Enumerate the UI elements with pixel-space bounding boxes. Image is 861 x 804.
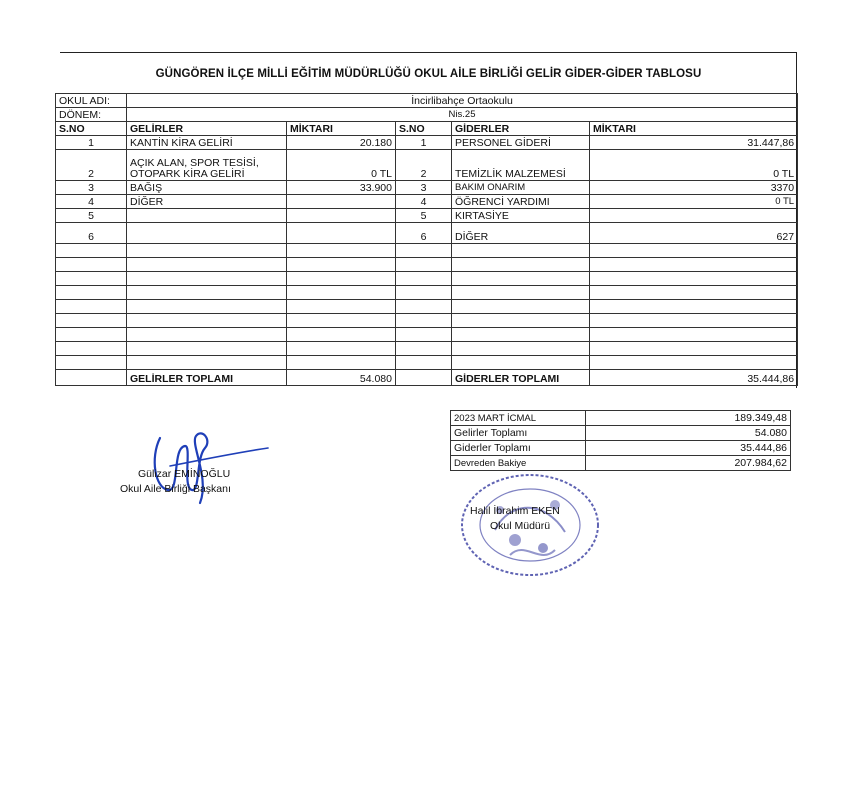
expense-amount: 31.447,86 xyxy=(590,136,798,150)
left-signature-block xyxy=(120,468,280,495)
income-no: 5 xyxy=(56,209,127,223)
table-row xyxy=(56,181,798,195)
right-signature-block xyxy=(470,505,610,532)
table-row xyxy=(56,209,798,223)
income-item: DİĞER xyxy=(127,195,287,209)
col-gelirler: GELİRLER xyxy=(127,122,287,136)
income-item: AÇIK ALAN, SPOR TESİSİ, OTOPARK KİRA GELİRİ xyxy=(127,150,287,181)
summary-label: Devreden Bakiye xyxy=(451,456,586,471)
empty-row xyxy=(56,300,798,314)
table-row xyxy=(56,195,798,209)
expense-amount xyxy=(590,209,798,223)
summary-value: 189.349,48 xyxy=(586,411,791,426)
expense-total-label: GİDERLER TOPLAMI xyxy=(452,370,590,386)
expense-item: PERSONEL GİDERİ xyxy=(452,136,590,150)
empty-row xyxy=(56,356,798,370)
expense-no: 6 xyxy=(396,223,452,244)
expense-amount: 0 TL xyxy=(590,150,798,181)
period-label: DÖNEM: xyxy=(56,108,127,122)
income-expense-table xyxy=(55,93,798,386)
empty-row xyxy=(56,244,798,258)
expense-item: DİĞER xyxy=(452,223,590,244)
empty-row xyxy=(56,342,798,356)
income-no: 3 xyxy=(56,181,127,195)
income-amount xyxy=(287,209,396,223)
expense-item: KIRTASİYE xyxy=(452,209,590,223)
col-sno-2: S.NO xyxy=(396,122,452,136)
expense-amount: 0 TL xyxy=(590,195,798,209)
col-giderler: GİDERLER xyxy=(452,122,590,136)
empty-row xyxy=(56,258,798,272)
summary-value: 207.984,62 xyxy=(586,456,791,471)
empty-row xyxy=(56,314,798,328)
school-row xyxy=(56,94,798,108)
income-amount xyxy=(287,195,396,209)
empty-row xyxy=(56,272,798,286)
period-row xyxy=(56,108,798,122)
income-amount xyxy=(287,223,396,244)
income-item: BAĞIŞ xyxy=(127,181,287,195)
col-miktari: MİKTARI xyxy=(287,122,396,136)
income-amount: 0 TL xyxy=(287,150,396,181)
expense-no: 4 xyxy=(396,195,452,209)
document-title: GÜNGÖREN İLÇE MİLLİ EĞİTİM MÜDÜRLÜĞÜ OKUL AİLE BİRLİĞİ GELİR GİDER-GİDER TABLOSU xyxy=(155,68,702,80)
table-row xyxy=(56,223,798,244)
school-name: İncirlibahçe Ortaokulu xyxy=(127,94,798,108)
col-sno: S.NO xyxy=(56,122,127,136)
income-total-label: GELİRLER TOPLAMI xyxy=(127,370,287,386)
expense-item: ÖĞRENCİ YARDIMI xyxy=(452,195,590,209)
expense-item: TEMİZLİK MALZEMESİ xyxy=(452,150,590,181)
empty-row xyxy=(56,286,798,300)
income-no: 6 xyxy=(56,223,127,244)
expense-item: BAKIM ONARIM xyxy=(452,181,590,195)
col-miktari-2: MİKTARI xyxy=(590,122,798,136)
summary-row xyxy=(451,411,791,426)
income-no: 2 xyxy=(56,150,127,181)
school-label: OKUL ADI: xyxy=(56,94,127,108)
income-no: 1 xyxy=(56,136,127,150)
left-signer-title: Okul Aile Birliği Başkanı xyxy=(120,483,231,495)
right-signer-name: Halil İbrahim EKEN xyxy=(470,505,560,517)
right-signer-title: Okul Müdürü xyxy=(490,520,551,532)
summary-row xyxy=(451,441,791,456)
expense-no: 2 xyxy=(396,150,452,181)
expense-no: 1 xyxy=(396,136,452,150)
table-row xyxy=(56,150,798,181)
income-total-value: 54.080 xyxy=(287,370,396,386)
summary-label: Gelirler Toplamı xyxy=(451,426,586,441)
income-item xyxy=(127,223,287,244)
left-signer-name: Gülizar EMİNOĞLU xyxy=(138,468,231,480)
expense-total-value: 35.444,86 xyxy=(590,370,798,386)
summary-row xyxy=(451,456,791,471)
income-item xyxy=(127,209,287,223)
summary-value: 54.080 xyxy=(586,426,791,441)
income-no: 4 xyxy=(56,195,127,209)
header-row xyxy=(56,122,798,136)
expense-amount: 3370 xyxy=(590,181,798,195)
totals-row xyxy=(56,370,798,386)
frame-top-line xyxy=(60,52,797,53)
summary-label: 2023 MART İCMAL xyxy=(451,411,586,426)
table-row xyxy=(56,136,798,150)
expense-no: 5 xyxy=(396,209,452,223)
summary-label: Giderler Toplamı xyxy=(451,441,586,456)
expense-no: 3 xyxy=(396,181,452,195)
income-amount: 33.900 xyxy=(287,181,396,195)
empty-row xyxy=(56,328,798,342)
summary-table xyxy=(450,410,791,471)
income-item: KANTİN KİRA GELİRİ xyxy=(127,136,287,150)
income-amount: 20.180 xyxy=(287,136,396,150)
summary-value: 35.444,86 xyxy=(586,441,791,456)
summary-row xyxy=(451,426,791,441)
period-value: Nis.25 xyxy=(127,108,798,122)
expense-amount: 627 xyxy=(590,223,798,244)
